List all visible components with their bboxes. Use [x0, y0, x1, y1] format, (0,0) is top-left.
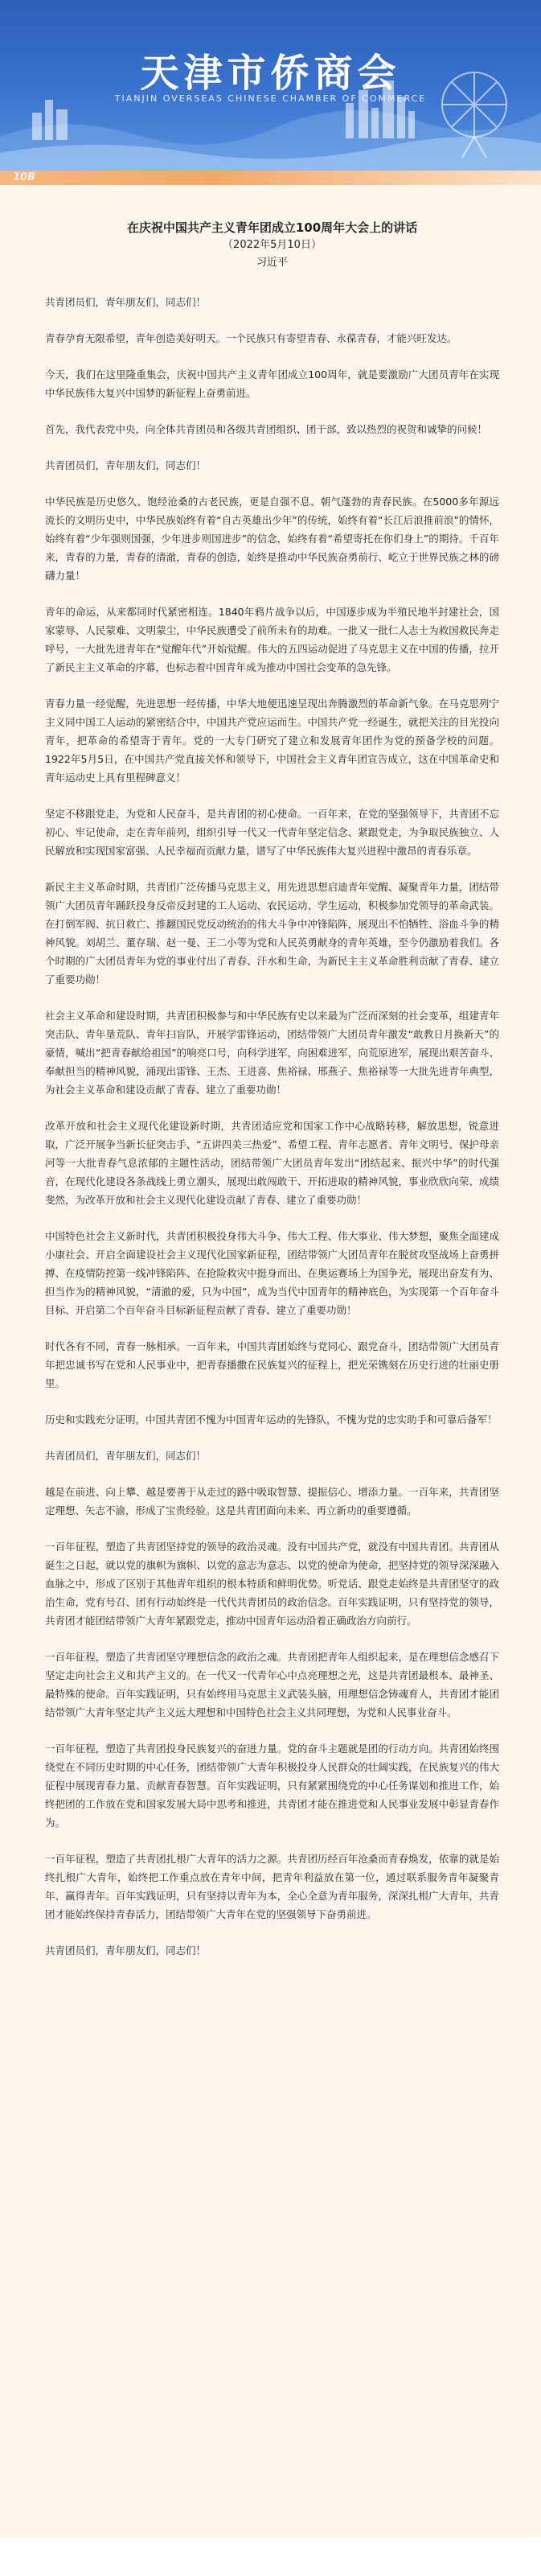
paragraph: 青春孕育无限希望，青年创造美好明天。一个民族只有寄望青春、永葆青春，才能兴旺发达。	[45, 332, 457, 344]
paragraph: 历史和实践充分证明，中国共青团不愧为中国青年运动的先锋队，不愧为党的忠实助手和可靠后备军！	[45, 1414, 498, 1426]
paragraph: 一百年征程，塑造了共青团坚持党的领导的政治灵魂。没有中国共产党，就没有中国共青团。共青团从诞生之日起，就以党的旗帜为旗帜、以党的意志为意志、以党的使命为使命，把坚持党的领导深深融入血脉之中，形成了区别于其他青年组织的根本特质和鲜明优势。听党话、跟党走始终是共青团坚守的政治生命，党有号召、团有行动始终是一代代共青团员的政治信念。百年实践证明，只有坚持党的领导，共青团才能团结带领广大青年紧跟党走，推动中国青年运动沿着正确政治方向前行。	[45, 1541, 499, 1627]
paragraph: 改革开放和社会主义现代化建设新时期，共青团适应党和国家工作中心战略转移，解放思想，锐意进取，广泛开展争当新长征突击手、“五讲四美三热爱”、希望工程、青年志愿者、青年文明号、保护母亲河等一大批青春气息浓郁的主题性活动，团结带领广大团员青年发出“团结起来、振兴中华”的时代强音，在现代化建设各条战线上勇立潮头，展现出敢闯敢干、开拓进取的精神风貌，事业欣欣向荣、成绩斐然，为改革开放和社会主义现代化建设贡献了青春、建立了重要功勋！	[45, 1120, 499, 1206]
paragraph: 越是在前进、向上攀、越是要善于从走过的路中吸取智慧、提振信心、增添力量。一百年来，共青团坚定理想、矢志不渝，形成了宝贵经验。这是共青团面向未来、再立新功的重要遵循。	[45, 1486, 499, 1516]
paragraph: 青春力量一经觉醒，先进思想一经传播，中华大地便迅速呈现出奔腾激烈的革命新气象。在马克思列宁主义同中国工人运动的紧密结合中，中国共产党应运而生。中国共产党一经诞生，就把关注的目光投向青年，把革命的希望寄于青年。党的一大专门研究了建立和发展青年团作为党的预备学校的问题。1922年5月5日，在中国共产党直接关怀和领导下，中国社会主义青年团宣告成立，这在中国革命史和青年运动史上具有里程碑意义！	[45, 697, 499, 784]
paragraph: 一百年征程，塑造了共青团坚守理想信念的政治之魂。共青团把青年人组织起来，是在理想信念感召下坚定走向社会主义和共产主义的。在一代又一代青年心中点亮理想之光，这是共青团最根本、最神圣、最特殊的使命。百年实践证明，只有始终用马克思主义武装头脑，用理想信念铸魂育人，共青团才能团结带领广大青年坚定共产主义远大理想和中国特色社会主义共同理想，为党和人民事业奋斗。	[45, 1651, 499, 1718]
header-banner	[0, 0, 541, 171]
article-date: （2022年5月10日）	[223, 239, 322, 251]
paragraph: 一百年征程，塑造了共青团投身民族复兴的奋进力量。党的奋斗主题就是团的行动方向。共青团始终围绕党在不同历史时期的中心任务，团结带领广大青年积极投身人民群众的壮阔实践，在民族复兴的伟大征程中展现青春力量、贡献青春智慧。百年实践证明，只有紧紧围绕党的中心任务谋划和推进工作，始终把团的工作放在党和国家发展大局中思考和推进，共青团才能在推进党和人民事业发展中彰显青春作为。	[45, 1743, 499, 1829]
paragraph: 青年的命运，从来都同时代紧密相连。1840年鸦片战争以后，中国逐步成为半殖民地半封建社会，国家蒙辱、人民蒙难、文明蒙尘，中华民族遭受了前所未有的劫难。一批又一批仁人志士为救国救民奔走呼号，一大批先进青年在“觉醒年代”开始觉醒。伟大的五四运动促进了马克思主义在中国的传播，拉开了新民主主义革命的序幕，也标志着中国青年成为推动中国社会变革的急先锋。	[45, 606, 499, 673]
paragraph: 首先，我代表党中央，向全体共青团员和各级共青团组织、团干部，致以热烈的祝贺和诚挚的问候！	[45, 423, 488, 435]
paragraph: 坚定不移跟党走，为党和人民奋斗，是共青团的初心使命。一百年来，在党的坚强领导下，共青团不忘初心、牢记使命，走在青年前列，组织引导一代又一代青年坚定信念、紧跟党走，为争取民族独立、人民解放和实现国家富强、人民幸福而贡献力量，谱写了中华民族伟大复兴进程中激昂的青春乐章。	[45, 808, 499, 857]
paragraph: 共青团员们，青年朋友们，同志们！	[45, 1944, 207, 1957]
section-divider-bar	[0, 171, 541, 185]
article-author: 习近平	[256, 257, 288, 269]
paragraph: 时代各有不同，青春一脉相承。一百年来，中国共青团始终与党同心、跟党奋斗，团结带领广大团员青年把忠诚书写在党和人民事业中，把青春播撒在民族复兴的征程上，把光荣镌刻在历史行进的壮丽史册里。	[45, 1340, 499, 1389]
paragraph: 共青团员们，青年朋友们，同志们！	[45, 1450, 207, 1462]
section-tag: 10B	[13, 171, 35, 183]
paragraph: 中国特色社会主义新时代，共青团积极投身伟大斗争、伟大工程、伟大事业、伟大梦想，聚焦全面建成小康社会、开启全面建设社会主义现代化国家新征程，团结带领广大团员青年在脱贫攻坚战场上奋勇拼搏、在疫情防控第一线冲锋陷阵、在抢险救灾中挺身而出、在奥运赛场上为国争光，展现出奋发有为、担当作为的精神风貌，“清澈的爱，只为中国”，成为当代中国青年的精神底色，为实现第一个百年奋斗目标、开启第二个百年奋斗目标新征程贡献了青春、建立了重要功勋！	[45, 1230, 499, 1316]
banner-title: 天津市侨商会	[140, 51, 401, 96]
paragraph: 一百年征程，塑造了共青团扎根广大青年的活力之源。共青团历经百年沧桑而青春焕发，依靠的就是始终扎根广大青年，始终把工作重点放在青年中间，把青年利益放在第一位，通过联系服务青年凝聚青年、赢得青年。百年实践证明，只有坚持以青年为本，全心全意为青年服务，深深扎根广大青年，共青团才能始终保持青春活力，团结带领广大青年在党的坚强领导下奋勇前进。	[45, 1853, 499, 1920]
article-body	[0, 185, 541, 2537]
paragraph: 社会主义革命和建设时期，共青团积极参与和中华民族有史以来最为广泛而深刻的社会变革，组建青年突击队、青年垦荒队、青年扫盲队，开展学雷锋运动，团结带领广大团员青年激发“敢教日月换新天”的豪情，喊出“把青春献给祖国”的响亮口号，向科学进军，向困难进军，向荒原进军，展现出艰苦奋斗、奉献担当的精神风貌，涌现出雷锋、王杰、王进喜、焦裕禄、邢燕子、焦裕禄等一大批先进青年典型，为社会主义革命和建设贡献了青春、建立了重要功勋！	[45, 1010, 499, 1096]
paragraph: 中华民族是历史悠久、饱经沧桑的古老民族，更是自强不息、朝气蓬勃的青春民族。在5000多年源远流长的文明历史中，中华民族始终有着“自古英雄出少年”的传统，始终有着“长江后浪推前浪”的情怀，始终有着“少年强则国强，少年进步则国进步”的信念，始终有着“希望寄托在你们身上”的期待。千百年来，青春的力量，青春的清澈，青春的创造，始终是推动中华民族奋勇前行、屹立于世界民族之林的磅礴力量！	[45, 496, 499, 582]
paragraph: 共青团员们，青年朋友们，同志们！	[45, 296, 207, 308]
article-title: 在庆祝中国共产主义青年团成立100周年大会上的讲话	[126, 220, 418, 235]
paragraph: 新民主主义革命时期，共青团广泛传播马克思主义，用先进思想启迪青年觉醒、凝聚青年力量，团结带领广大团员青年踊跃投身反帝反封建的工人运动、农民运动、学生运动，积极参加党领导的革命武装。在打倒军阀、抗日救亡、推翻国民党反动统治的伟大斗争中冲锋陷阵，展现出不怕牺牲、浴血斗争的精神风貌。刘胡兰、董存瑞、赵一曼、王二小等为党和人民英勇献身的青年英雄，至今仍激励着我们。各个时期的广大团员青年为党的事业付出了青春、汗水和生命，为新民主主义革命胜利贡献了青春、建立了重要功勋！	[45, 881, 499, 986]
banner-subtitle: TIANJIN OVERSEAS CHINESE CHAMBER OF COMMERCE	[114, 93, 427, 104]
paragraph: 共青团员们，青年朋友们，同志们！	[45, 459, 207, 471]
paragraph: 今天，我们在这里隆重集会，庆祝中国共产主义青年团成立100周年，就是要激励广大团员青年在实现中华民族伟大复兴中国梦的新征程上奋勇前进。	[45, 368, 499, 399]
